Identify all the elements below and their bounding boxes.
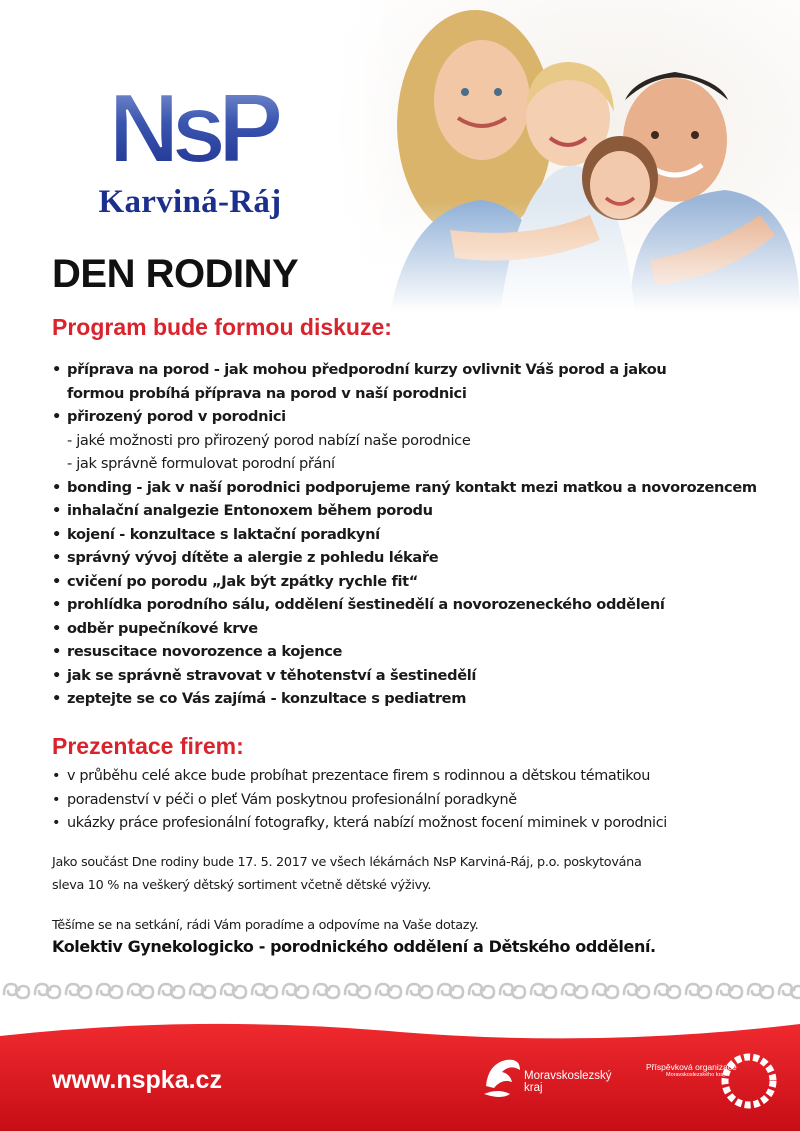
org-line-1: Příspěvková organizace (646, 1062, 737, 1072)
org-line-2: Moravskoslezského kraje (666, 1072, 728, 1078)
ornament-strip (0, 978, 800, 1004)
firms-heading: Prezentace firem: (52, 733, 244, 759)
family-photo (330, 0, 800, 312)
website-link[interactable]: www.nspka.cz (52, 1066, 222, 1094)
list-item: • správný vývoj dítěte a alergie z pohledu lékaře (52, 546, 757, 570)
list-item: • resuscitace novorozence a kojence (52, 640, 757, 664)
list-item: • přirozený porod v porodnici (52, 405, 757, 429)
list-item: • cvičení po porodu „Jak být zpátky rychle fit“ (52, 570, 757, 594)
list-item: • odběr pupečníkové krve (52, 617, 757, 641)
list-item: • jak se správně stravovat v těhotenství a šestinedělí (52, 664, 757, 688)
list-item: • ukázky práce profesionální fotografky, která nabízí možnost focení miminek v porodnici (52, 812, 667, 836)
list-item: • prohlídka porodního sálu, oddělení šestinedělí a novorozeneckého oddělení (52, 593, 757, 617)
list-item: • zeptejte se co Vás zajímá - konzultace s pediatrem (52, 687, 757, 711)
discount-line-1: Jako součást Dne rodiny bude 17. 5. 2017 ve všech lékárnách NsP Karviná-Ráj, p.o. poskytována (52, 855, 642, 870)
signature: Kolektiv Gynekologicko - porodnického oddělení a Dětského oddělení. (52, 937, 656, 956)
nsp-logo (70, 78, 310, 228)
list-sub-item: - jaké možnosti pro přirozený porod nabízí naše porodnice (67, 431, 471, 449)
list-item: • bonding - jak v naší porodnici podporujeme raný kontakt mezi matkou a novorozencem (52, 476, 757, 500)
list-item: • příprava na porod - jak mohou předporodní kurzy ovlivnit Váš porod a jakou (52, 358, 757, 382)
nsp-logo-mark (92, 78, 292, 178)
discount-paragraph (52, 851, 642, 897)
org-ring-icon (718, 1050, 780, 1112)
footer (0, 1014, 800, 1131)
program-heading: Program bude formou diskuze: (52, 314, 392, 340)
list-item: • kojení - konzultace s laktační poradkyní (52, 523, 757, 547)
logo-subtitle: Karviná-Ráj (98, 184, 282, 220)
discount-line-2: sleva 10 % na veškerý dětský sortiment včetně dětské výživy. (52, 878, 432, 893)
region-name (524, 1070, 612, 1094)
organization-logo (646, 1044, 796, 1124)
program-list (52, 358, 757, 711)
region-line-1: Moravskoslezský (524, 1070, 612, 1082)
list-item: • poradenství v péči o pleť Vám poskytnou profesionální poradkyně (52, 789, 667, 813)
firms-list (52, 765, 667, 836)
greeting-paragraph: Těšíme se na setkání, rádi Vám poradíme a odpovíme na Vaše dotazy. (52, 918, 479, 933)
page-title: DEN RODINY (52, 252, 299, 296)
region-emblem-icon (480, 1050, 524, 1100)
region-logo (480, 1050, 630, 1110)
nsp-logo-letters: NsP (108, 78, 276, 178)
list-item: • inhalační analgezie Entonoxem během porodu (52, 499, 757, 523)
list-item-continuation: formou probíhá příprava na porod v naší porodnici (67, 384, 467, 402)
list-item: • v průběhu celé akce bude probíhat prezentace firem s rodinnou a dětskou tématikou (52, 765, 667, 789)
list-sub-item: - jak správně formulovat porodní přání (67, 455, 335, 472)
region-line-2: kraj (524, 1082, 543, 1094)
